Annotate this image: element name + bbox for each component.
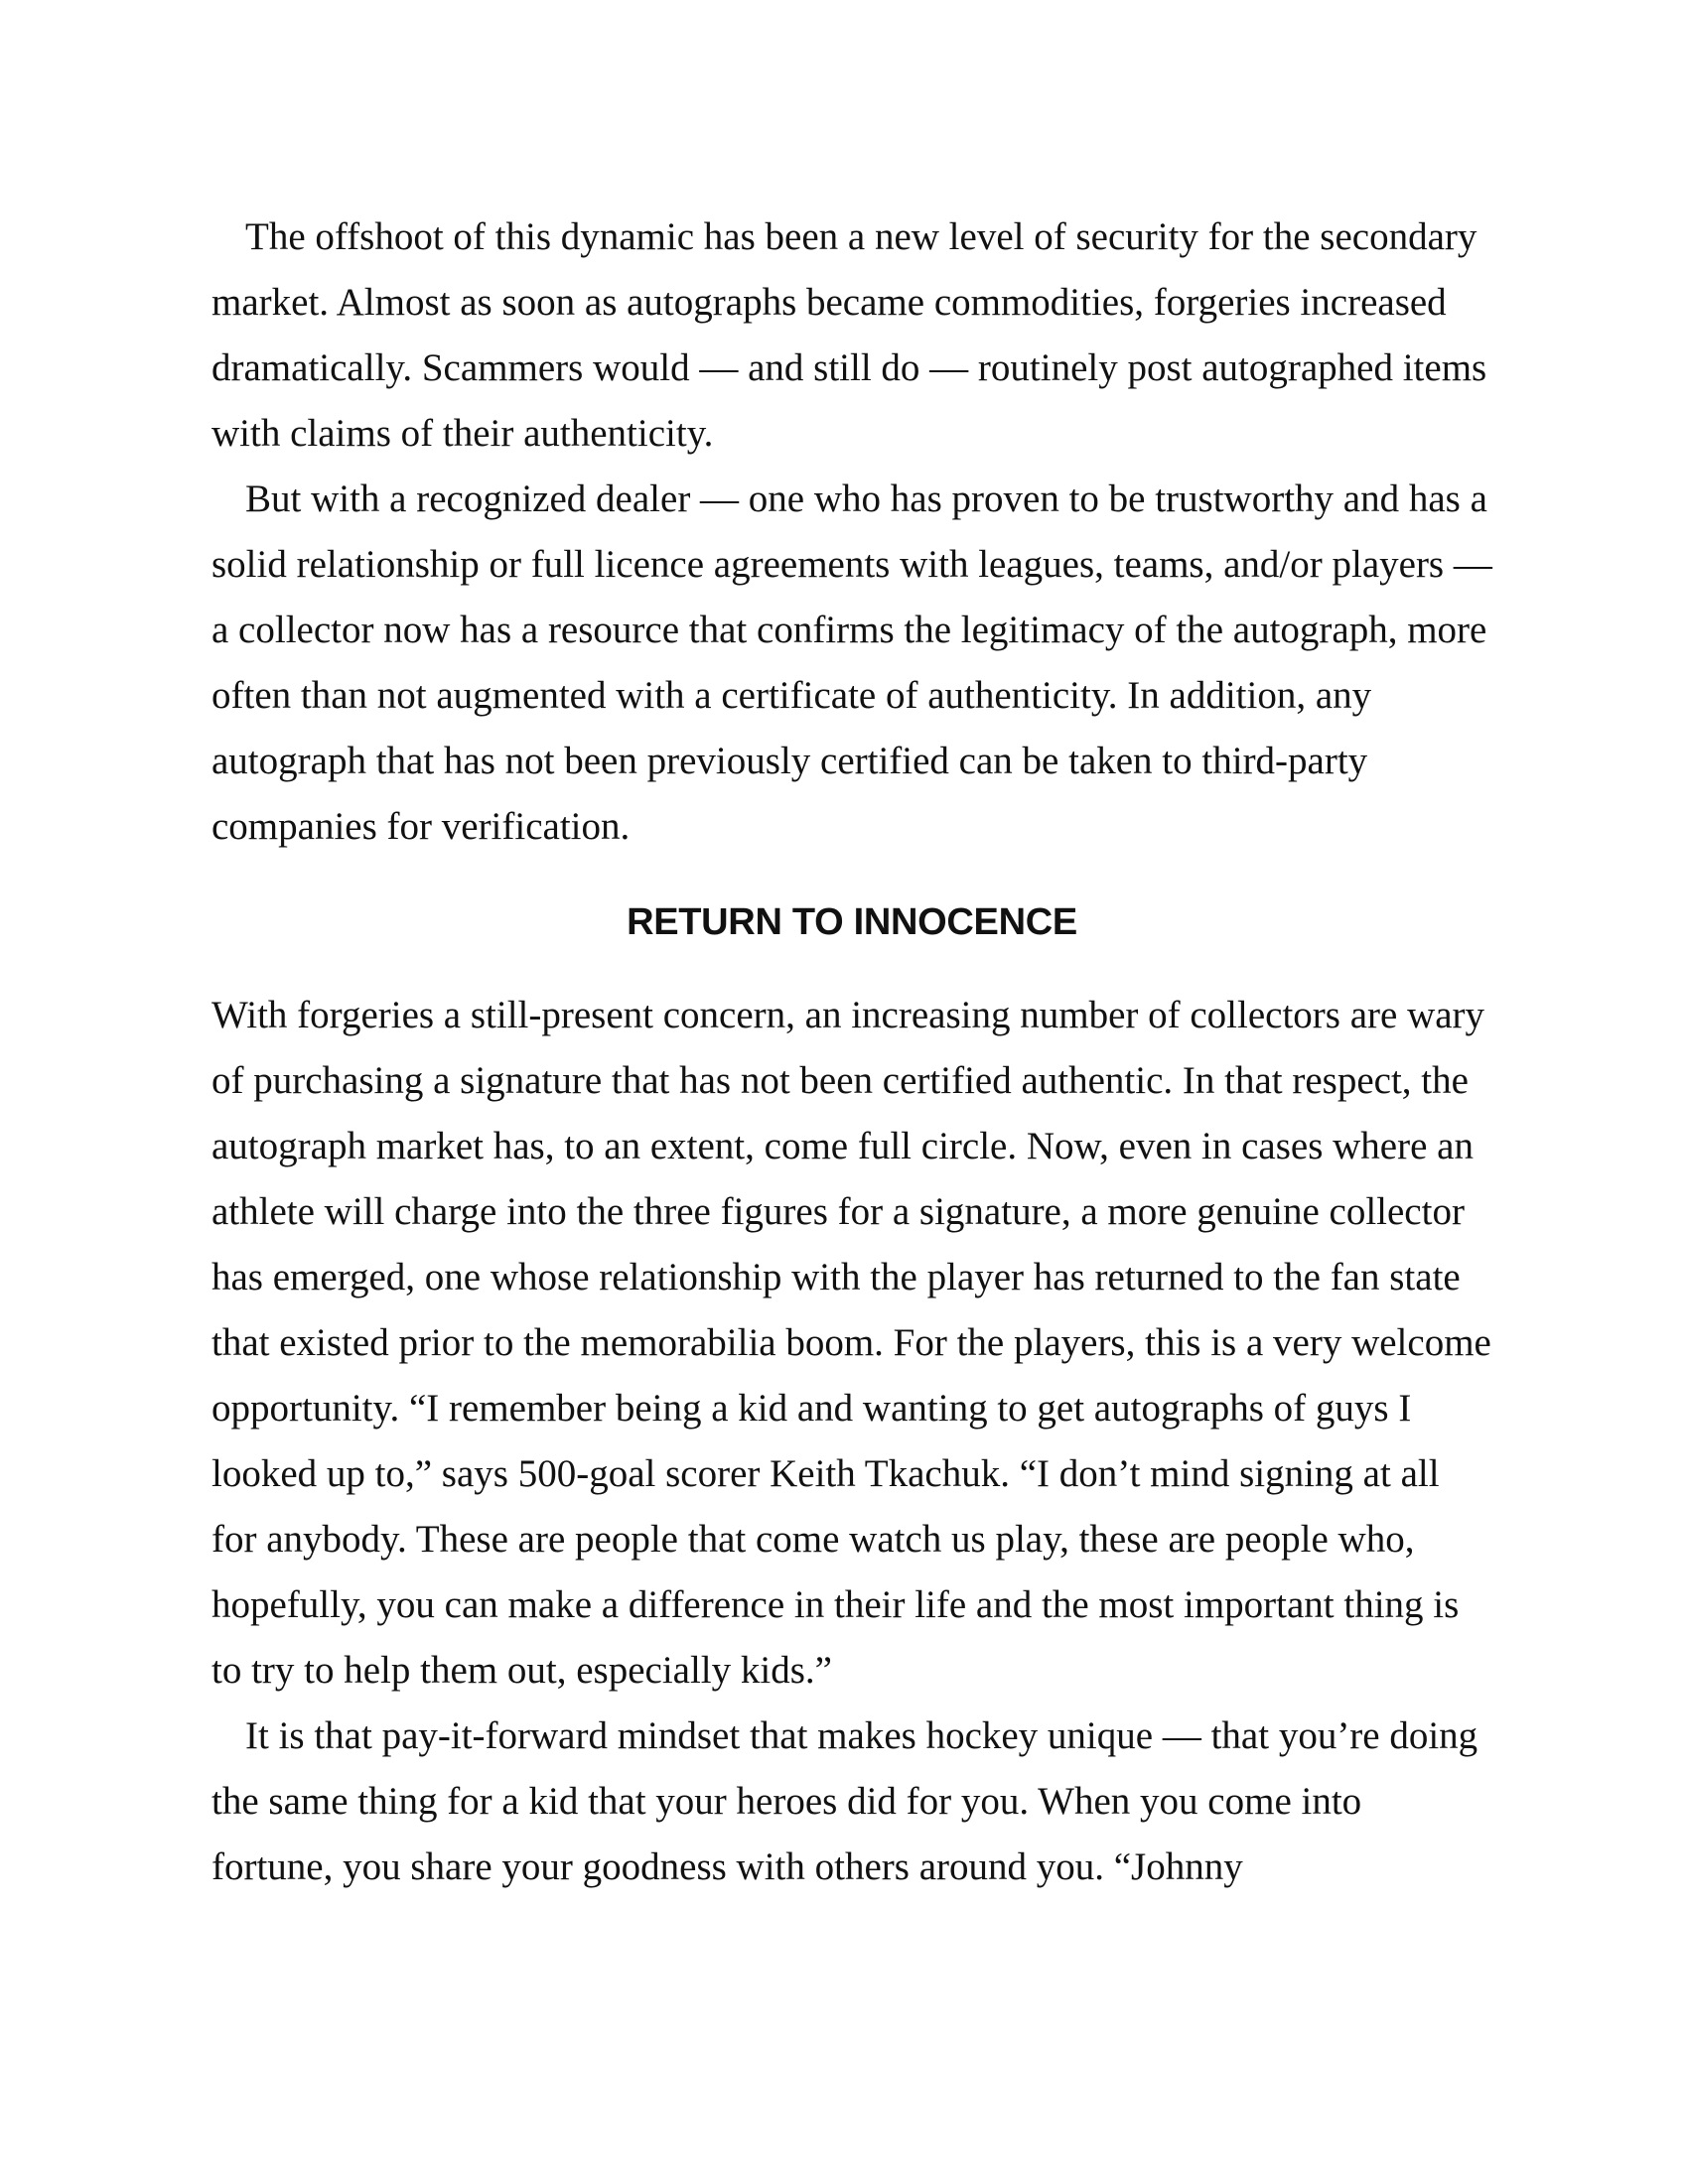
section-heading: RETURN TO INNOCENCE: [627, 901, 1077, 943]
paragraph-pay-it-forward: It is that pay-it-forward mindset that makes hockey unique — that you’re doing the same thing for a kid that your heroes did for you. When you come into fortune, you share your goodness with others around you. “Johnny: [211, 1714, 1478, 1888]
page-body: [211, 205, 1492, 1900]
paragraph-forgeries-concern: With forgeries a still-present concern, an increasing number of collectors are wary of purchasing a signature that has not been certified authentic. In that respect, the autograph market has, to an extent, come full circle. Now, even in cases where an athlete will charge into the three figures for a signature, a more genuine collector has emerged, one whose relationship with the player has returned to the fan state that existed prior to the memorabilia boom. For the players, this is a very welcome opportunity. “I remember being a kid and wanting to get autographs of guys I looked up to,” says 500-goal scorer Keith Tkachuk. “I don’t mind signing at all for anybody. These are people that come watch us play, these are people who, hopefully, you can make a difference in their life and the most important thing is to try to help them out, especially kids.”: [211, 994, 1491, 1692]
paragraph-security: The offshoot of this dynamic has been a new level of security for the secondary market. Almost as soon as autographs became commodities, forgeries increased dramatically. Scammers would — and still do — routinely post autographed items with claims of their authenticity.: [211, 215, 1487, 455]
paragraph-recognized-dealer: But with a recognized dealer — one who has proven to be trustworthy and has a solid relationship or full licence agreements with leagues, teams, and/or players — a collector now has a resource that confirms the legitimacy of the autograph, more often than not augmented with a certificate of authenticity. In addition, any autograph that has not been previously certified can be taken to third-party companies for verification.: [211, 478, 1492, 848]
